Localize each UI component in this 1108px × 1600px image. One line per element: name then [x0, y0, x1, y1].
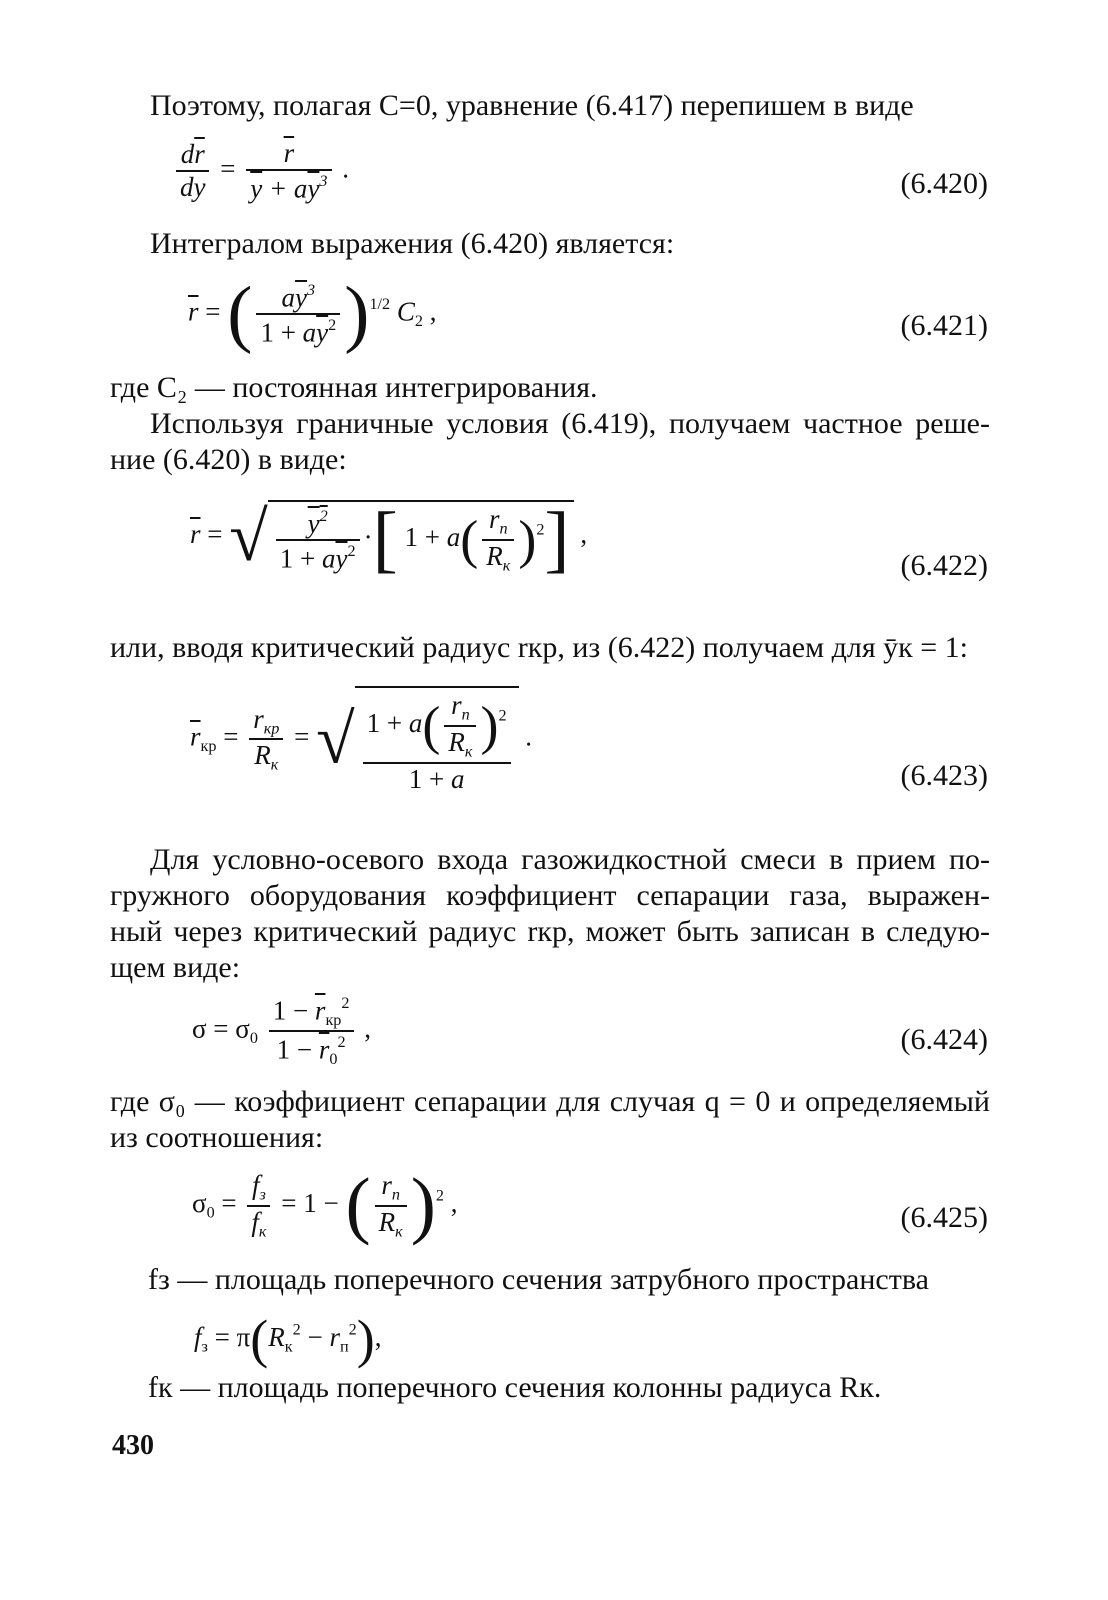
equation-6-422: $\overline{r}$ = √ $\frac{y^2}{1 + a\overline{y}^2}$ ·[ 1 + a( $\frac{r_п}{R_к}$ )$^2$] ,	[190, 497, 588, 581]
equation-6-420: $\frac{d\overline{r}}{d\overline{y}}$ = $\frac{\overline{r}}{\overline{y} + a\overline{y}^3}$ .	[172, 140, 349, 202]
text-line-8: гружного оборудования коэффициент сепарации газа, выражен-	[110, 879, 990, 912]
equation-6-423: $\overline{r}_{кр}$ = $\frac{r_{кр}}{R_к}$ = √ 1 + a( $\frac{r_п}{R_к}$ )$^2$ 1 + a .	[190, 686, 532, 793]
text-line-1: Поэтому, полагая C=0, уравнение (6.417) перепишем в виде	[150, 89, 914, 122]
equation-number-6-423: (6.423)	[900, 759, 988, 792]
text-line-6: или, вводя критический радиус rкр, из (6.422) получаем для ȳк = 1:	[110, 631, 968, 664]
text-line-11: где σ₀ — коэффициент сепарации для случая q = 0 и определяемый	[110, 1085, 990, 1118]
equation-6-424: $\sigma = \sigma_0$ $\frac{1 - \overline{r}_{кр}^2}{1 - \overline{r}_0^2}$ ,	[192, 994, 371, 1069]
text-line-10: щем виде:	[110, 951, 241, 984]
equation-number-6-421: (6.421)	[900, 309, 988, 342]
equation-number-6-420: (6.420)	[900, 167, 988, 200]
text-line-12: из соотношения:	[110, 1121, 324, 1154]
equation-6-425: $\sigma_0$ = $\frac{f_з}{f_к}$ = 1 − ( $\frac{r_п}{R_к}$ )$^2$ ,	[192, 1163, 458, 1247]
text-line-13: fз — площадь поперечного сечения затрубного пространства	[148, 1263, 929, 1296]
page-number: 430	[112, 1430, 154, 1461]
equation-number-6-424: (6.424)	[900, 1023, 988, 1056]
equation-6-421: $\overline{r}$ = ( $\frac{a\overline{y}^3}{1 + a\overline{y}^2}$ )$^{1/2}$ $C_2$ ,	[188, 272, 437, 356]
text-line-2: Интегралом выражения (6.420) является:	[150, 227, 675, 260]
text-line-7: Для условно-осевого входа газожидкостной смеси в прием по-	[150, 843, 990, 876]
equation-number-6-422: (6.422)	[900, 549, 988, 582]
text-line-4: Используя граничные условия (6.419), получаем частное реше-	[150, 407, 990, 440]
text-line-3: где C₂ — постоянная интегрирования.	[110, 371, 598, 404]
text-line-9: ный через критический радиус rкр, может быть записан в следую-	[110, 915, 990, 948]
equation-number-6-425: (6.425)	[900, 1201, 988, 1234]
text-line-5: ние (6.420) в виде:	[110, 443, 347, 476]
equation-fz: $f_з = \pi(R_к^2 - r_п^2)$,	[194, 1309, 382, 1369]
text-line-14: fк — площадь поперечного сечения колонны радиуса Rк.	[148, 1371, 882, 1404]
